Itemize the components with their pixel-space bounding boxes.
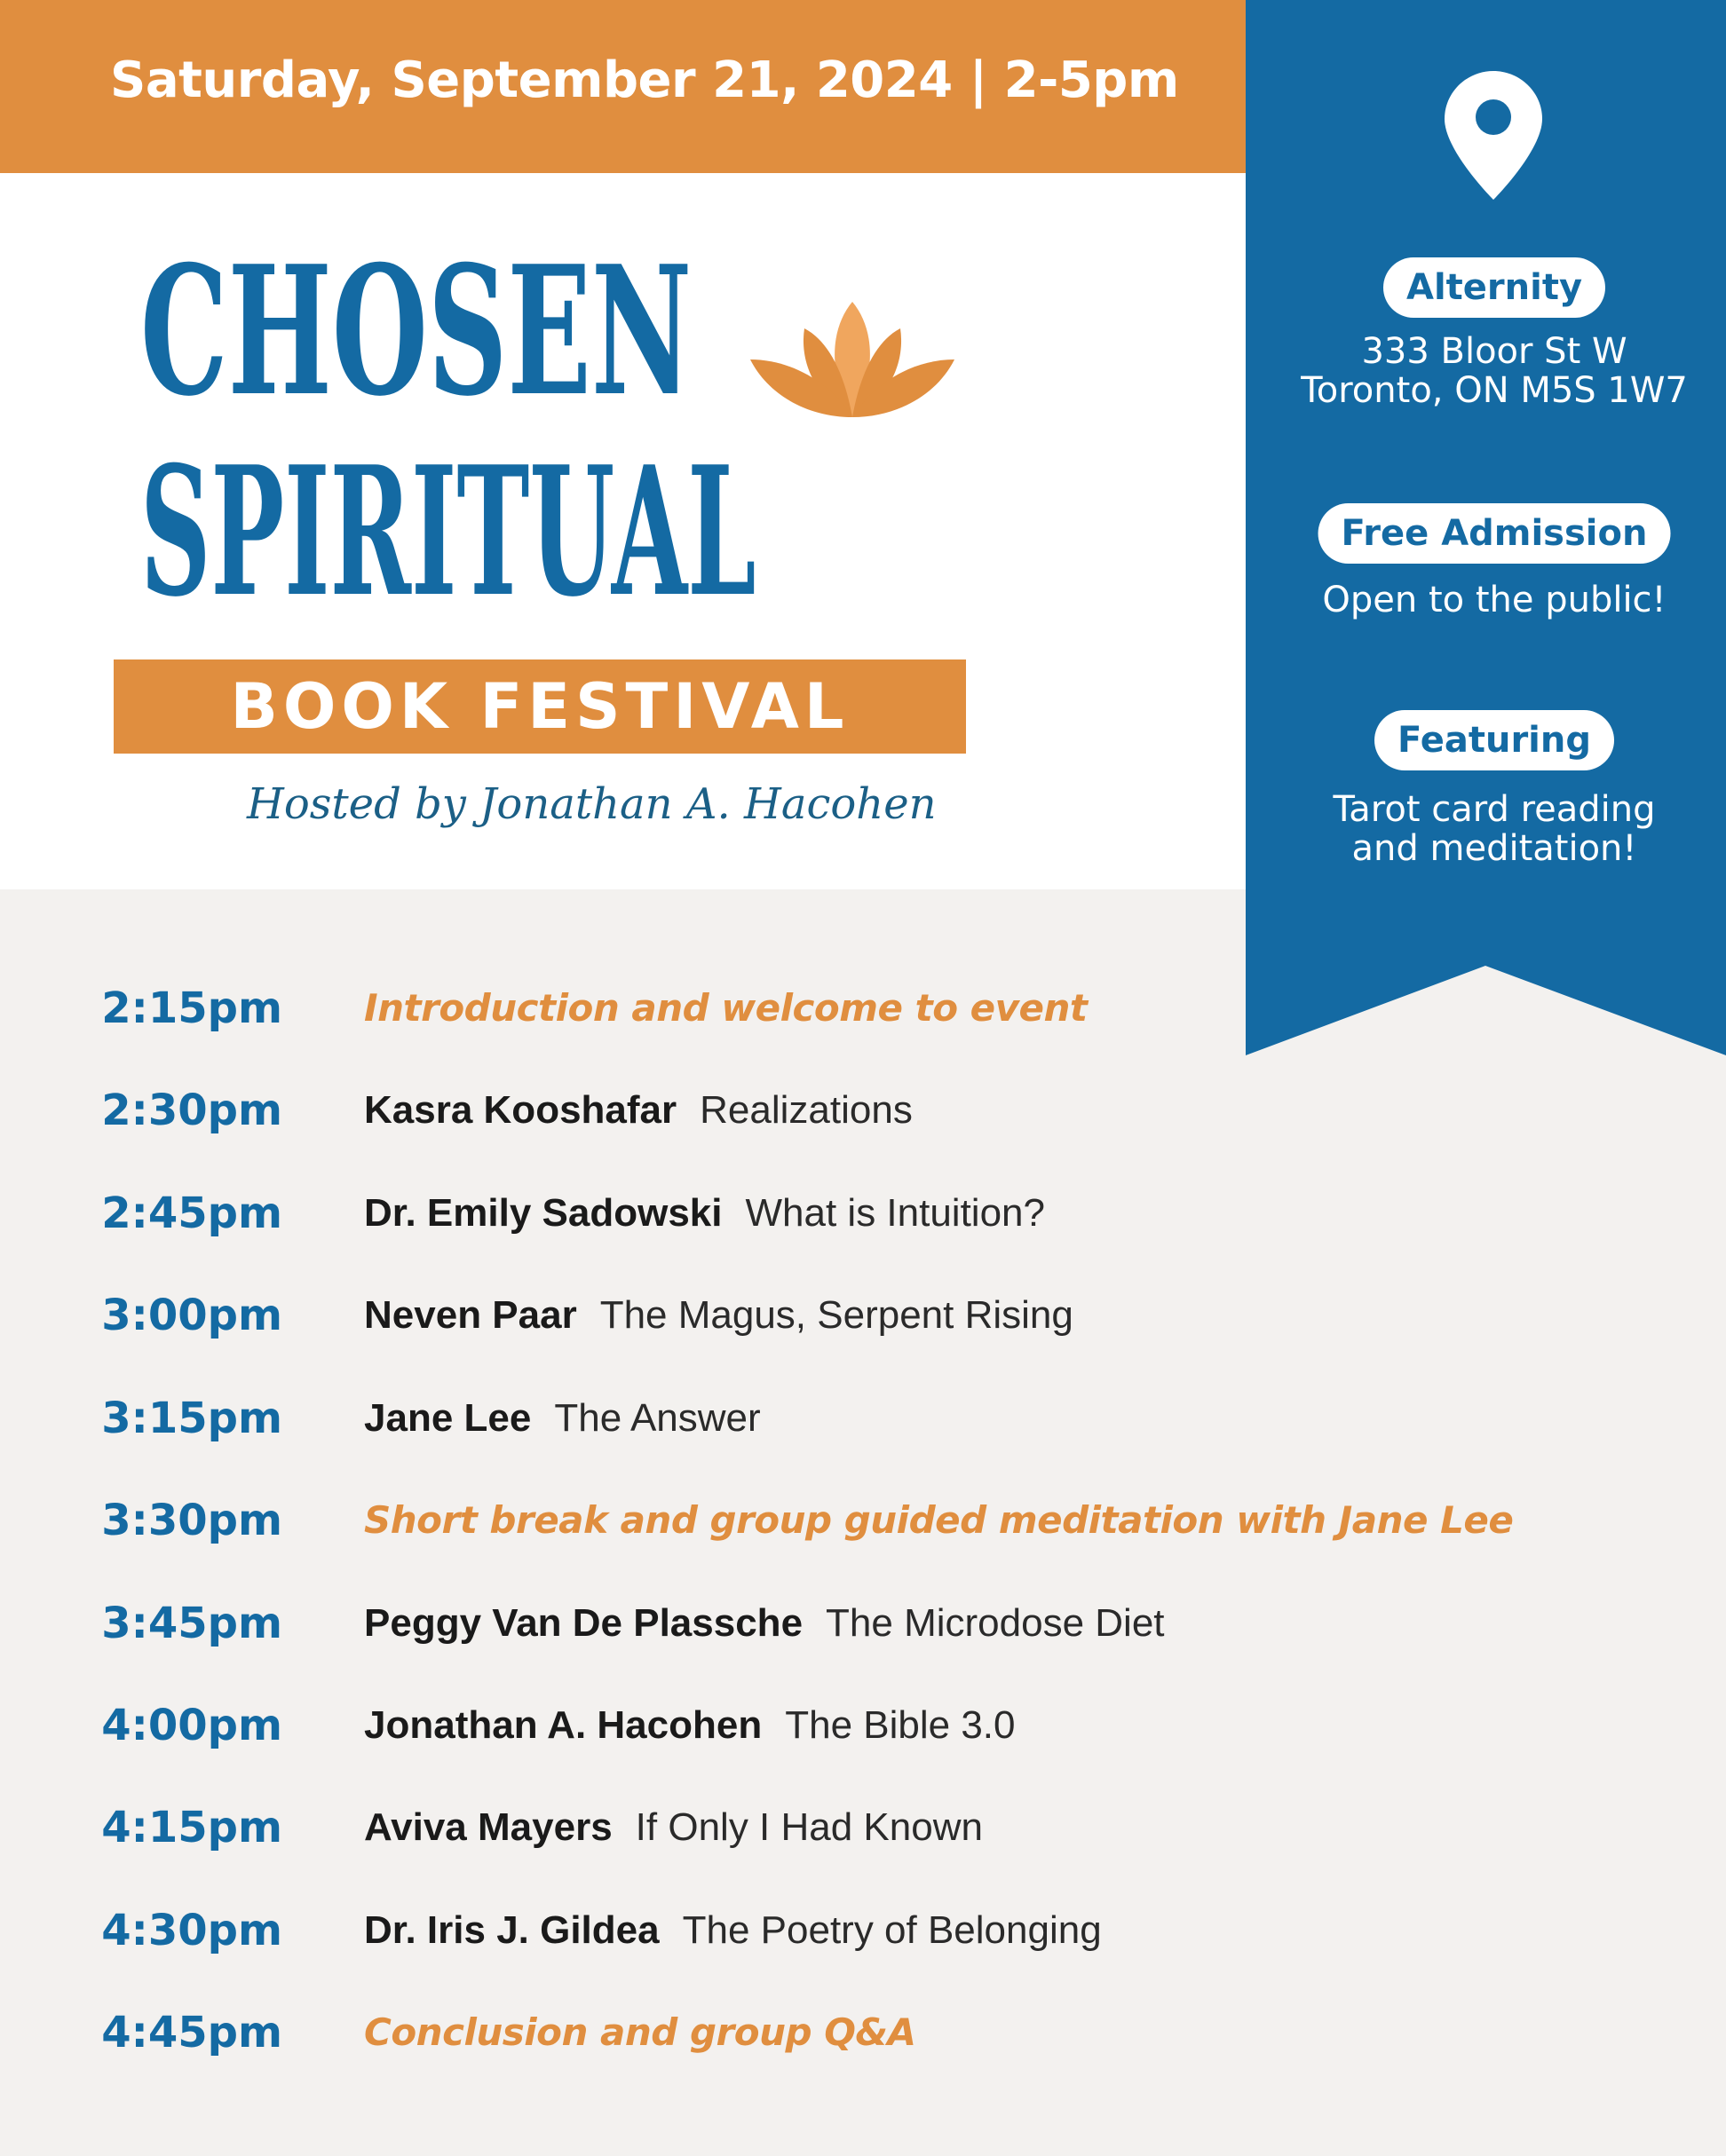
date-banner (0, 0, 1246, 173)
admission-pill: Free Admission (1318, 503, 1671, 564)
book-title: The Bible 3.0 (785, 1703, 1016, 1747)
schedule-time: 2:45pm (101, 1189, 282, 1238)
book-festival-label: BOOK FESTIVAL (230, 670, 850, 743)
featuring-text (1333, 790, 1655, 868)
speaker-name: Peggy Van De Plassche (364, 1601, 804, 1645)
book-festival-bar (114, 659, 966, 754)
schedule-row (0, 1485, 1687, 1556)
speaker-name: Jane Lee (364, 1396, 532, 1440)
schedule-event: Introduction and welcome to event (364, 986, 1088, 1030)
schedule-time: 3:15pm (101, 1394, 282, 1443)
schedule-time: 4:30pm (101, 1906, 282, 1955)
title-spiritual: SPIRITUAL (140, 428, 756, 636)
book-title: What is Intuition? (745, 1191, 1045, 1235)
speaker-name: Neven Paar (364, 1293, 577, 1337)
schedule-row (0, 1690, 1687, 1761)
featuring-pill: Featuring (1374, 710, 1614, 770)
event-date: Saturday, September 21, 2024 | 2-5pm (110, 51, 1179, 109)
featuring-line-1: Tarot card reading (1333, 789, 1656, 830)
schedule-time: 4:15pm (101, 1803, 282, 1852)
schedule-event: Conclusion and group Q&A (364, 2010, 916, 2054)
schedule-row (0, 1588, 1687, 1659)
schedule-row (0, 1895, 1687, 1966)
lotus-icon (746, 293, 959, 426)
schedule-row (0, 1075, 1687, 1146)
location-pin-icon (1445, 71, 1542, 200)
book-title: The Poetry of Belonging (682, 1908, 1102, 1952)
venue-pill: Alternity (1383, 257, 1605, 318)
schedule-row (0, 1280, 1687, 1351)
schedule-time: 3:30pm (101, 1496, 282, 1545)
schedule-time: 3:45pm (101, 1599, 282, 1648)
book-title: The Answer (554, 1396, 761, 1440)
address-line-2: Toronto, ON M5S 1W7 (1301, 370, 1688, 411)
schedule-time: 4:45pm (101, 2008, 282, 2057)
book-title: If Only I Had Known (635, 1805, 983, 1849)
schedule-row (0, 973, 1687, 1044)
speaker-name: Aviva Mayers (364, 1805, 613, 1849)
schedule-event: Short break and group guided meditation with Jane Lee (364, 1498, 1514, 1542)
featuring-line-2: and meditation! (1351, 828, 1637, 869)
title-chosen: CHOSEN (140, 227, 693, 436)
speaker-name: Kasra Kooshafar (364, 1088, 677, 1132)
venue-address (1301, 332, 1688, 410)
schedule-time: 4:00pm (101, 1701, 282, 1750)
schedule-row (0, 1178, 1687, 1249)
schedule-time: 3:00pm (101, 1291, 282, 1340)
schedule-time: 2:30pm (101, 1086, 282, 1135)
book-title: The Microdose Diet (826, 1601, 1165, 1645)
speaker-name: Dr. Iris J. Gildea (364, 1908, 660, 1952)
hosted-by: Hosted by Jonathan A. Hacohen (247, 779, 937, 829)
schedule-row (0, 1383, 1687, 1454)
book-title: Realizations (700, 1088, 913, 1132)
speaker-name: Dr. Emily Sadowski (364, 1191, 723, 1235)
admission-text: Open to the public! (1322, 580, 1667, 620)
schedule-row (0, 1792, 1687, 1863)
book-title: The Magus, Serpent Rising (599, 1293, 1073, 1337)
address-line-1: 333 Bloor St W (1361, 331, 1627, 372)
schedule-row (0, 1997, 1687, 2068)
schedule-time: 2:15pm (101, 983, 282, 1033)
speaker-name: Jonathan A. Hacohen (364, 1703, 763, 1747)
